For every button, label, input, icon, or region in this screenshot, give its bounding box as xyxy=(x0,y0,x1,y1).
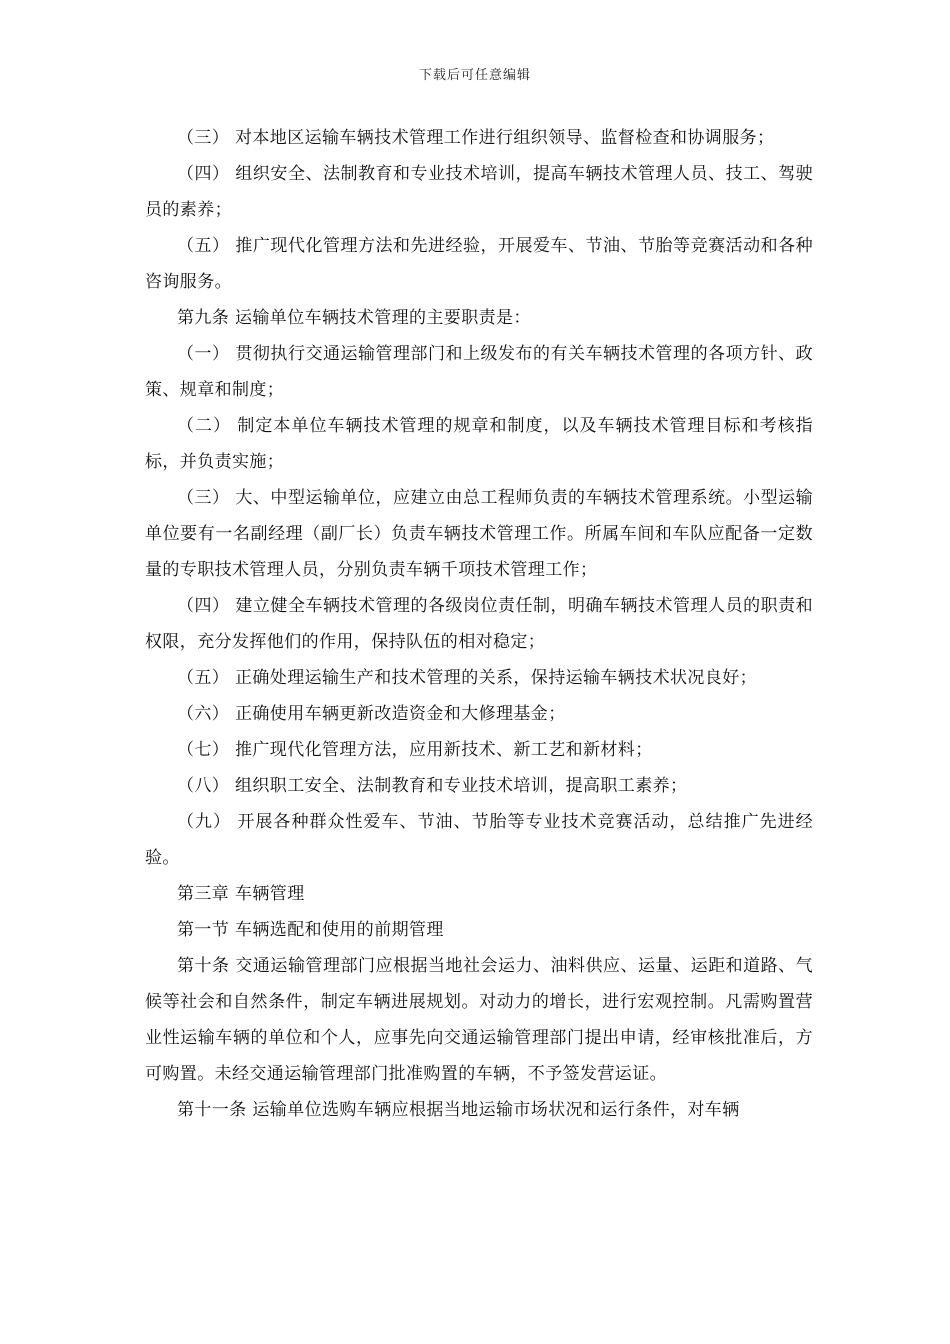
paragraph: （四） 建立健全车辆技术管理的各级岗位责任制，明确车辆技术管理人员的职责和权限，充分发挥他们的作用，保持队伍的相对稳定； xyxy=(145,596,813,652)
paragraph: （六） 正确使用车辆更新改造资金和大修理基金； xyxy=(177,704,566,724)
page-header: 下载后可任意编辑 xyxy=(418,68,531,83)
article-heading: 第九条 运输单位车辆技术管理的主要职责是： xyxy=(177,308,531,328)
paragraph: 第十条 交通运输管理部门应根据当地社会运力、油料供应、运量、运距和道路、气候等社会和自然条件，制定车辆进展规划。对动力的增长，进行宏观控制。凡需购置营业性运输车辆的单位和个人，应事先向交通运输管理部门提出申请，经审核批准后，方可购置。未经交通运输管理部门批准购置的车辆，不予签发营运证。 xyxy=(145,956,813,1084)
paragraph: （二） 制定本单位车辆技术管理的规章和制度，以及车辆技术管理目标和考核指标，并负责实施； xyxy=(145,416,813,472)
paragraph: （九） 开展各种群众性爱车、节油、节胎等专业技术竞赛活动，总结推广先进经验。 xyxy=(145,812,813,868)
paragraph: （三） 大、中型运输单位，应建立由总工程师负责的车辆技术管理系统。小型运输单位要有一名副经理（副厂长）负责车辆技术管理工作。所属车间和车队应配备一定数量的专职技术管理人员，分别负责车辆千项技术管理工作； xyxy=(145,488,813,580)
paragraph: （五） 正确处理运输生产和技术管理的关系，保持运输车辆技术状况良好； xyxy=(177,668,758,688)
document-body xyxy=(145,120,813,1128)
section-heading: 第一节 车辆选配和使用的前期管理 xyxy=(177,920,444,940)
paragraph: （五） 推广现代化管理方法和先进经验，开展爱车、节油、节胎等竞赛活动和各种咨询服务。 xyxy=(145,236,813,292)
paragraph: （三） 对本地区运输车辆技术管理工作进行组织领导、监督检查和协调服务； xyxy=(177,128,775,148)
paragraph: 第十一条 运输单位选购车辆应根据当地运输市场状况和运行条件，对车辆 xyxy=(177,1100,740,1120)
paragraph: （八） 组织职工安全、法制教育和专业技术培训，提高职工素养； xyxy=(177,776,688,796)
paragraph: （四） 组织安全、法制教育和专业技术培训，提高车辆技术管理人员、技工、驾驶员的素养； xyxy=(145,164,813,220)
paragraph: （一） 贯彻执行交通运输管理部门和上级发布的有关车辆技术管理的各项方针、政策、规章和制度； xyxy=(145,344,813,400)
paragraph: （七） 推广现代化管理方法，应用新技术、新工艺和新材料； xyxy=(177,740,653,760)
chapter-heading: 第三章 车辆管理 xyxy=(177,884,305,904)
